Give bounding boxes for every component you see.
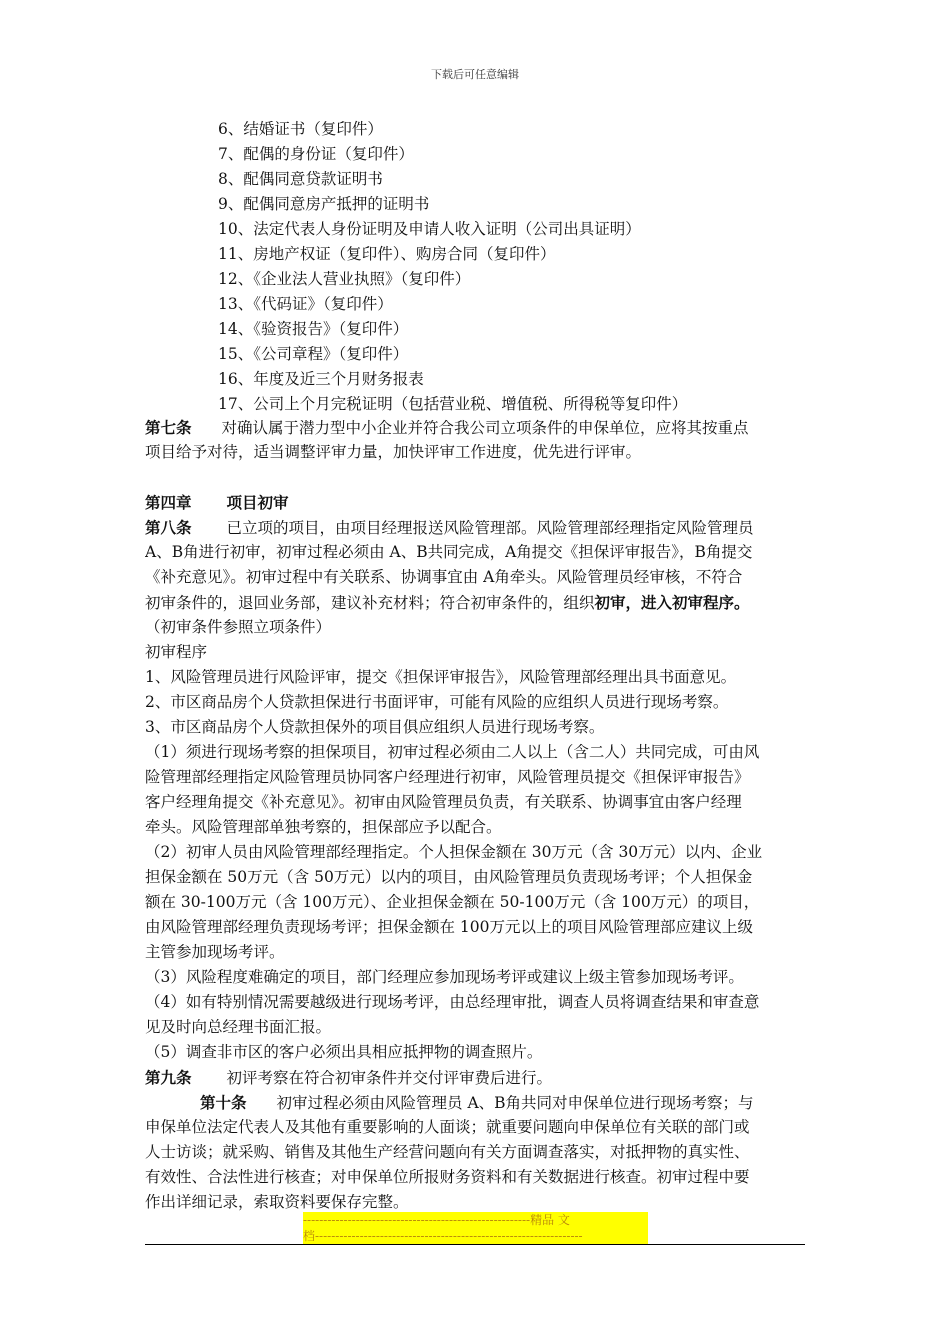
list-item: 10、法定代表人身份证明及申请人收入证明（公司出具证明） xyxy=(218,220,641,238)
list-item: 6、结婚证书（复印件） xyxy=(218,120,383,138)
article-8-line xyxy=(145,590,807,616)
sub-item-line: 额在 30-100万元（含 100万元）、企业担保金额在 50-100万元（含 100万元）的项目， xyxy=(145,893,760,911)
sub-item-line: 牵头。风险管理部单独考察的，担保部应予以配合。 xyxy=(145,818,502,836)
footer-watermark-line: --------------------------------------------------------精品 文 xyxy=(303,1212,648,1228)
list-item: 8、配偶同意贷款证明书 xyxy=(218,170,383,188)
article-7-line: 项目给予对待，适当调整评审力量，加快评审工作进度，优先进行评审。 xyxy=(145,443,642,461)
list-item: 9、配偶同意房产抵押的证明书 xyxy=(218,195,430,213)
article-7-line xyxy=(145,415,807,441)
list-item: 12、《企业法人营业执照》（复印件） xyxy=(218,270,471,288)
article-10-line xyxy=(200,1090,807,1116)
sub-item-line: 担保金额在 50万元（含 50万元）以内的项目，由风险管理员负责现场考评；个人担保金 xyxy=(145,868,753,886)
article-10-line: 有效性、合法性进行核查；对申保单位所报财务资料和有关数据进行核查。初审过程中要 xyxy=(145,1168,750,1186)
article-8-text: 已立项的项目，由项目经理报送风险管理部。风险管理部经理指定风险管理员 xyxy=(226,519,754,537)
procedure-title: 初审程序 xyxy=(145,643,208,661)
article-10-line: 作出详细记录，索取资料要保存完整。 xyxy=(145,1193,409,1211)
article-8-line xyxy=(145,515,807,541)
footer-divider xyxy=(145,1244,805,1245)
list-item: 17、公司上个月完税证明（包括营业税、增值税、所得税等复印件） xyxy=(218,395,688,413)
list-item: 13、《代码证》（复印件） xyxy=(218,295,393,313)
chapter-label: 第四章 xyxy=(145,493,192,512)
list-item: 11、房地产权证（复印件）、购房合同（复印件） xyxy=(218,245,556,263)
sub-item-line: 见及时向总经理书面汇报。 xyxy=(145,1018,332,1036)
article-8-text: 初审条件的，退回业务部，建议补充材料；符合初审条件的，组织 xyxy=(145,594,595,612)
article-10-label: 第十条 xyxy=(200,1093,247,1112)
chapter-title: 项目初审 xyxy=(226,493,289,512)
list-item: 7、配偶的身份证（复印件） xyxy=(218,145,414,163)
footer-watermark-line: 档------------------------------------------------------------------ xyxy=(303,1228,648,1244)
article-7-label: 第七条 xyxy=(145,418,192,437)
list-item: 16、年度及近三个月财务报表 xyxy=(218,370,424,388)
article-9-label: 第九条 xyxy=(145,1068,192,1087)
article-9-line xyxy=(145,1065,807,1091)
sub-item-line: 主管参加现场考评。 xyxy=(145,943,285,961)
article-10-line: 申保单位法定代表人及其他有重要影响的人面谈；就重要问题向申保单位有关联的部门或 xyxy=(145,1118,750,1136)
article-8-line: （初审条件参照立项条件） xyxy=(145,618,332,636)
article-10-text: 初审过程必须由风险管理员 A、B角共同对申保单位进行现场考察；与 xyxy=(276,1094,754,1112)
sub-item-line: （3）风险程度难确定的项目，部门经理应参加现场考评或建议上级主管参加现场考评。 xyxy=(145,968,744,986)
article-8-emphasis: 初审，进入初审程序。 xyxy=(594,593,750,612)
page-header: 下载后可任意编辑 xyxy=(431,68,519,81)
sub-item-line: （1）须进行现场考察的担保项目，初审过程必须由二人以上（含二人）共同完成，可由风 xyxy=(145,743,760,761)
list-item: 15、《公司章程》（复印件） xyxy=(218,345,409,363)
sub-item-line: 险管理部经理指定风险管理员协同客户经理进行初审，风险管理员提交《担保评审报告》 xyxy=(145,768,750,786)
procedure-item: 2、市区商品房个人贷款担保进行书面评审，可能有风险的应组织人员进行现场考察。 xyxy=(145,693,729,711)
sub-item-line: （5）调查非市区的客户必须出具相应抵押物的调查照片。 xyxy=(145,1043,543,1061)
article-8-label: 第八条 xyxy=(145,518,192,537)
list-item: 14、《验资报告》（复印件） xyxy=(218,320,409,338)
sub-item-line: （4）如有特别情况需要越级进行现场考评，由总经理审批，调查人员将调查结果和审查意 xyxy=(145,993,760,1011)
sub-item-line: 客户经理角提交《补充意见》。初审由风险管理员负责，有关联系、协调事宜由客户经理 xyxy=(145,793,742,811)
article-9-text: 初评考察在符合初审条件并交付评审费后进行。 xyxy=(226,1069,553,1087)
sub-item-line: 由风险管理部经理负责现场考评；担保金额在 100万元以上的项目风险管理部应建议上级 xyxy=(145,918,754,936)
procedure-item: 3、市区商品房个人贷款担保外的项目俱应组织人员进行现场考察。 xyxy=(145,718,605,736)
chapter-heading xyxy=(145,490,807,515)
article-7-text: 对确认属于潜力型中小企业并符合我公司立项条件的申保单位，应将其按重点 xyxy=(221,419,749,437)
article-8-line: A、B角进行初审，初审过程必须由 A、B共同完成，A角提交《担保评审报告》，B角提交 xyxy=(145,543,753,561)
article-10-line: 人士访谈；就采购、销售及其他生产经营问题向有关方面调查落实，对抵押物的真实性、 xyxy=(145,1143,750,1161)
sub-item-line: （2）初审人员由风险管理部经理指定。个人担保金额在 30万元（含 30万元）以内、企业 xyxy=(145,843,763,861)
article-8-line: 《补充意见》。初审过程中有关联系、协调事宜由 A角牵头。风险管理员经审核，不符合 xyxy=(145,568,743,586)
procedure-item: 1、风险管理员进行风险评审，提交《担保评审报告》，风险管理部经理出具书面意见。 xyxy=(145,668,737,686)
